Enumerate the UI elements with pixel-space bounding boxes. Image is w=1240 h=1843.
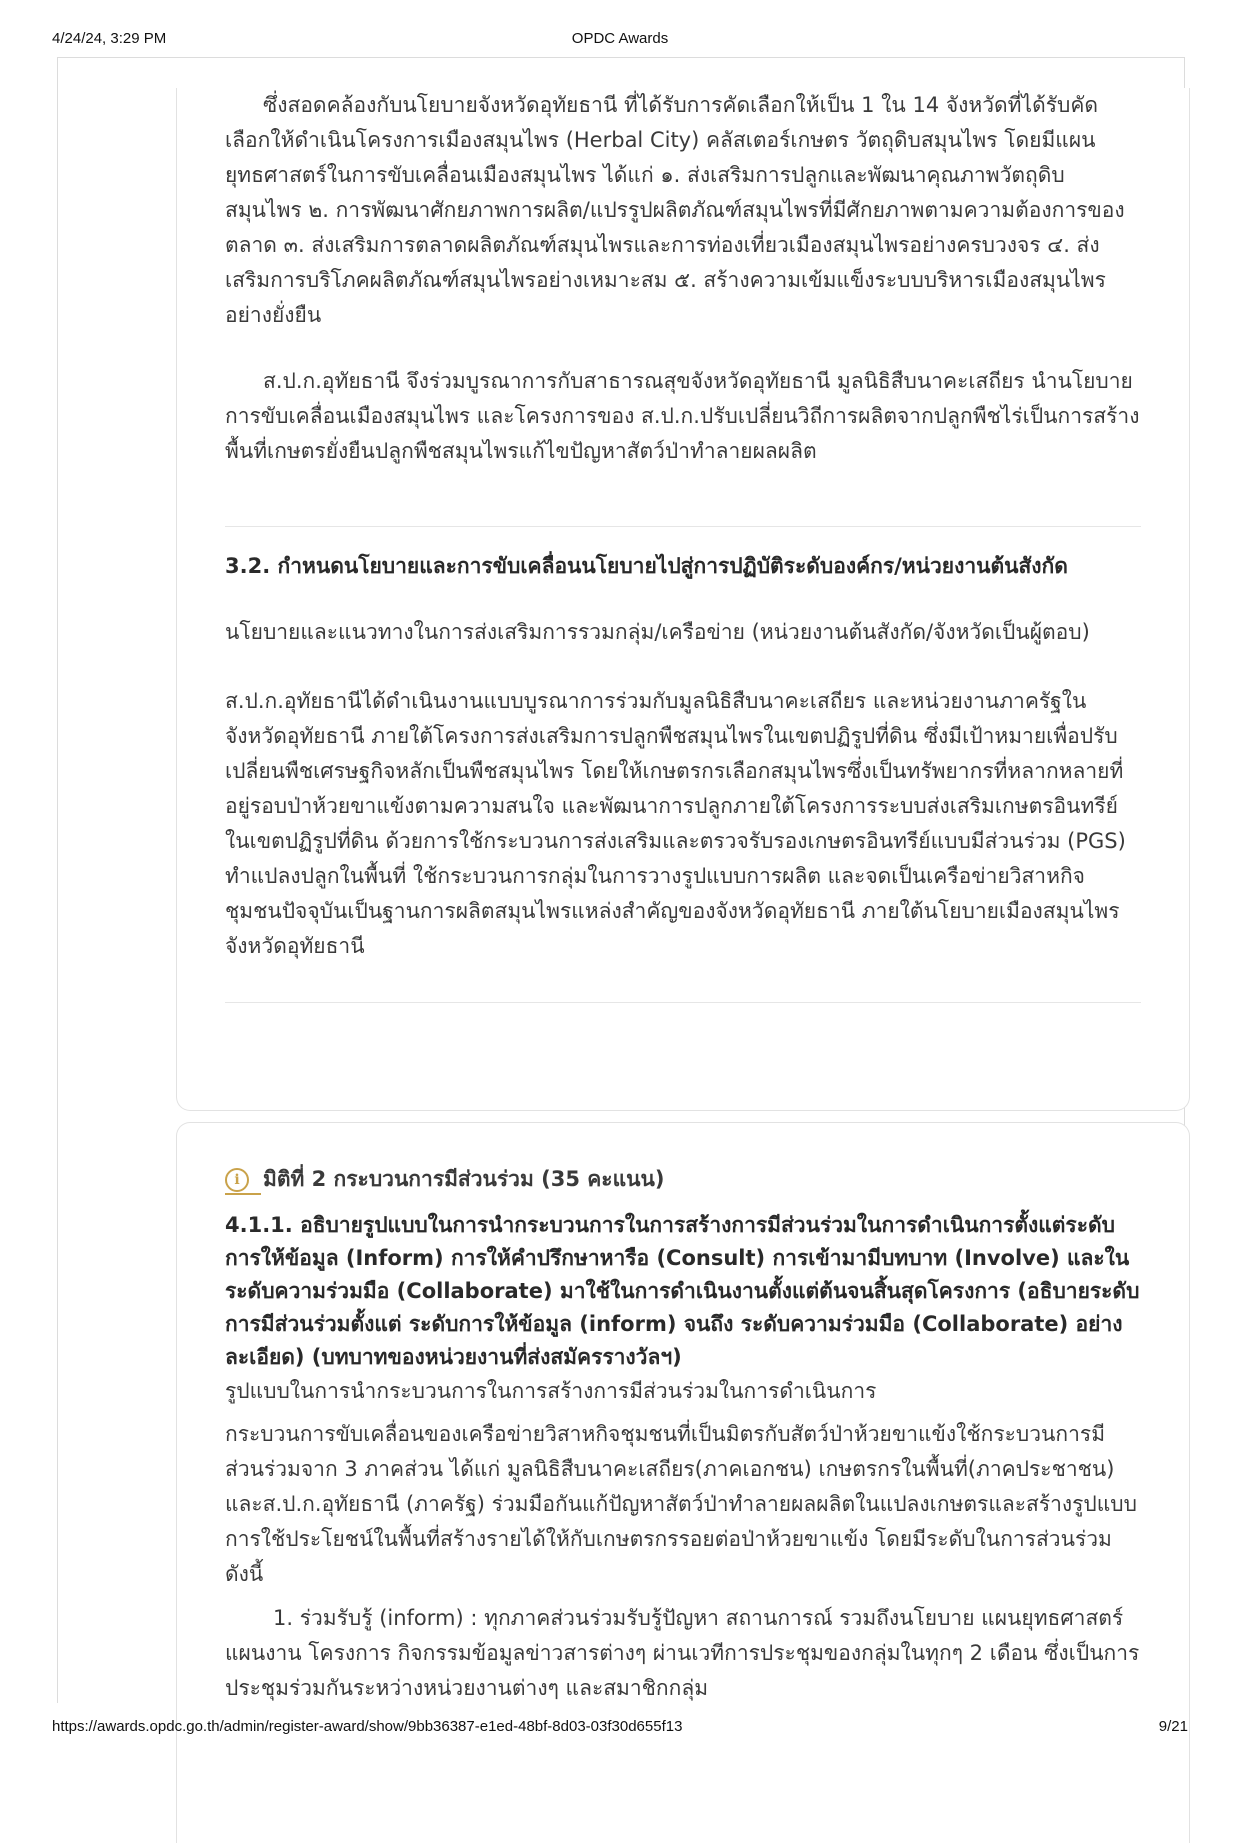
section-3-2-answer: ส.ป.ก.อุทัยธานีได้ดำเนินงานแบบบูรณาการร่วมกับมูลนิธิสืบนาคะเสถียร และหน่วยงานภาครัฐในจังหวัดอุทัยธานี ภายใต้โครงการส่งเสริมการปลูกพืชสมุนไพรในเขตปฏิรูปที่ดิน ซึ่งมีเป้าหมายเพื่อปรับเปลี่ยนพืชเศรษฐกิจหลักเป็นพืชสมุนไพร โดยให้เกษตรกรเลือกสมุนไพรซึ่งเป็นทรัพยากรที่หลากหลายที่อยู่รอบป่าห้วยขาแข้งตามความสนใจ และพัฒนาการปลูกภายใต้โครงการระบบส่งเสริมเกษตรอินทรีย์ในเขตปฏิรูปที่ดิน ด้วยการใช้กระบวนการส่งเสริมและตรวจรับรองเกษตรอินทรีย์แบบมีส่วนร่วม (PGS) ทำแปลงปลูกในพื้นที่ ใช้กระบวนการกลุ่มในการวางรูปแบบการผลิต และจดเป็นเครือข่ายวิสาหกิจชุมชนปัจจุบันเป็นฐานการผลิตสมุนไพรแหล่งสำคัญของจังหวัดอุทัยธานี ภายใต้นโยบายเมืองสมุนไพรจังหวัดอุทัยธานี — [225, 689, 1126, 958]
page-frame — [57, 57, 1185, 1703]
print-datetime: 4/24/24, 3:29 PM — [52, 30, 167, 47]
policy-paragraph-2: ส.ป.ก.อุทัยธานี จึงร่วมบูรณาการกับสาธารณสุขจังหวัดอุทัยธานี มูลนิธิสืบนาคะเสถียร นำนโยบายการขับเคลื่อนเมืองสมุนไพร และโครงการของ ส.ป.ก.ปรับเปลี่ยนวิถีการผลิตจากปลูกพืชไร่เป็นการสร้างพื้นที่เกษตรยั่งยืนปลูกพืชสมุนไพรแก้ไขปัญหาสัตว์ป่าทำลายผลผลิต — [225, 369, 1140, 463]
dimension-2-title — [225, 1163, 1141, 1196]
print-page-title: OPDC Awards — [571, 30, 669, 47]
info-icon: i — [225, 1168, 249, 1192]
section-4-1-1-heading: 4.1.1. อธิบายรูปแบบในการนำกระบวนการในการสร้างการมีส่วนร่วมในการดำเนินการตั้งแต่ระดับการให้ข้อมูล (Inform) การให้คำปรึกษาหารือ (Consult) การเข้ามามีบทบาท (Involve) และในระดับความร่วมมือ (Collaborate) มาใช้ในการดำเนินงานตั้งแต่ต้นจนสิ้นสุดโครงการ (อธิบายระดับการมีส่วนร่วมตั้งแต่ ระดับการให้ข้อมูล (inform) จนถึง ระดับความร่วมมือ (Collaborate) อย่างละเอียด) (บทบาทของหน่วยงานที่ส่งสมัครรางวัลฯ) — [225, 1213, 1140, 1369]
section-4-1-1-answer: กระบวนการขับเคลื่อนของเครือข่ายวิสาหกิจชุมชนที่เป็นมิตรกับสัตว์ป่าห้วยขาแข้งใช้กระบวนการมีส่วนร่วมจาก 3 ภาคส่วน ได้แก่ มูลนิธิสืบนาคะเสถียร(ภาคเอกชน) เกษตรกรในพื้นที่(ภาคประชาชน) และส.ป.ก.อุทัยธานี (ภาครัฐ) ร่วมมือกันแก้ปัญหาสัตว์ป่าทำลายผลผลิตในแปลงเกษตรและสร้างรูปแบบการใช้ประโยชน์ในพื้นที่สร้างรายได้ให้กับเกษตรกรรอยต่อป่าห้วยขาแข้ง โดยมีระดับในการส่วนร่วม ดังนี้ — [225, 1422, 1137, 1586]
section-4-1-1-question: รูปแบบในการนำกระบวนการในการสร้างการมีส่วนร่วมในการดำเนินการ — [225, 1379, 877, 1403]
dimension-2-title-text: มิติที่ 2 กระบวนการมีส่วนร่วม (35 คะแนน) — [263, 1167, 665, 1191]
print-url: https://awards.opdc.go.th/admin/register-award/show/9bb36387-e1ed-48bf-8d03-03f30d655f13 — [52, 1718, 683, 1735]
participation-item-1: 1. ร่วมรับรู้ (inform) : ทุกภาคส่วนร่วมรับรู้ปัญหา สถานการณ์ รวมถึงนโยบาย แผนยุทธศาสตร์ แผนงาน โครงการ กิจกรรมข้อมูลข่าวสารต่างๆ ผ่านเวทีการประชุมของกลุ่มในทุกๆ 2 เดือน ซึ่งเป็นการประชุมร่วมกันระหว่างหน่วยงานต่างๆ และสมาชิกกลุ่ม — [225, 1606, 1140, 1700]
policy-paragraph-1: ซึ่งสอดคล้องกับนโยบายจังหวัดอุทัยธานี ที่ได้รับการคัดเลือกให้เป็น 1 ใน 14 จังหวัดที่ได้รับคัดเลือกให้ดําเนินโครงการเมืองสมุนไพร (Herbal City) คลัสเตอร์เกษตร วัตถุดิบสมุนไพร โดยมีแผนยุทธศาสตร์ในการขับเคลื่อนเมืองสมุนไพร ได้แก่ ๑. ส่งเสริมการปลูกและพัฒนาคุณภาพวัตถุดิบสมุนไพร ๒. การพัฒนาศักยภาพการผลิต/แปรรูปผลิตภัณฑ์สมุนไพรที่มีศักยภาพตามความต้องการของตลาด ๓. ส่งเสริมการตลาดผลิตภัณฑ์สมุนไพรและการท่องเที่ยวเมืองสมุนไพรอย่างครบวงจร ๔. ส่งเสริมการบริโภคผลิตภัณฑ์สมุนไพรอย่างเหมาะสม ๕. สร้างความเข้มแข็งระบบบริหารเมืองสมุนไพรอย่างยั่งยืน — [225, 93, 1125, 327]
section-divider — [225, 526, 1141, 527]
section-divider — [225, 1002, 1141, 1003]
title-accent-underline — [225, 1193, 261, 1195]
section-3-2-heading: 3.2. กำหนดนโยบายและการขับเคลื่อนนโยบายไปสู่การปฏิบัติระดับองค์กร/หน่วยงานต้นสังกัด — [225, 554, 1068, 578]
print-page-number: 9/21 — [1158, 1718, 1188, 1735]
dimension-1-card — [176, 88, 1190, 1111]
section-3-2-question: นโยบายและแนวทางในการส่งเสริมการรวมกลุ่ม/เครือข่าย (หน่วยงานต้นสังกัด/จังหวัดเป็นผู้ตอบ) — [225, 620, 1090, 644]
